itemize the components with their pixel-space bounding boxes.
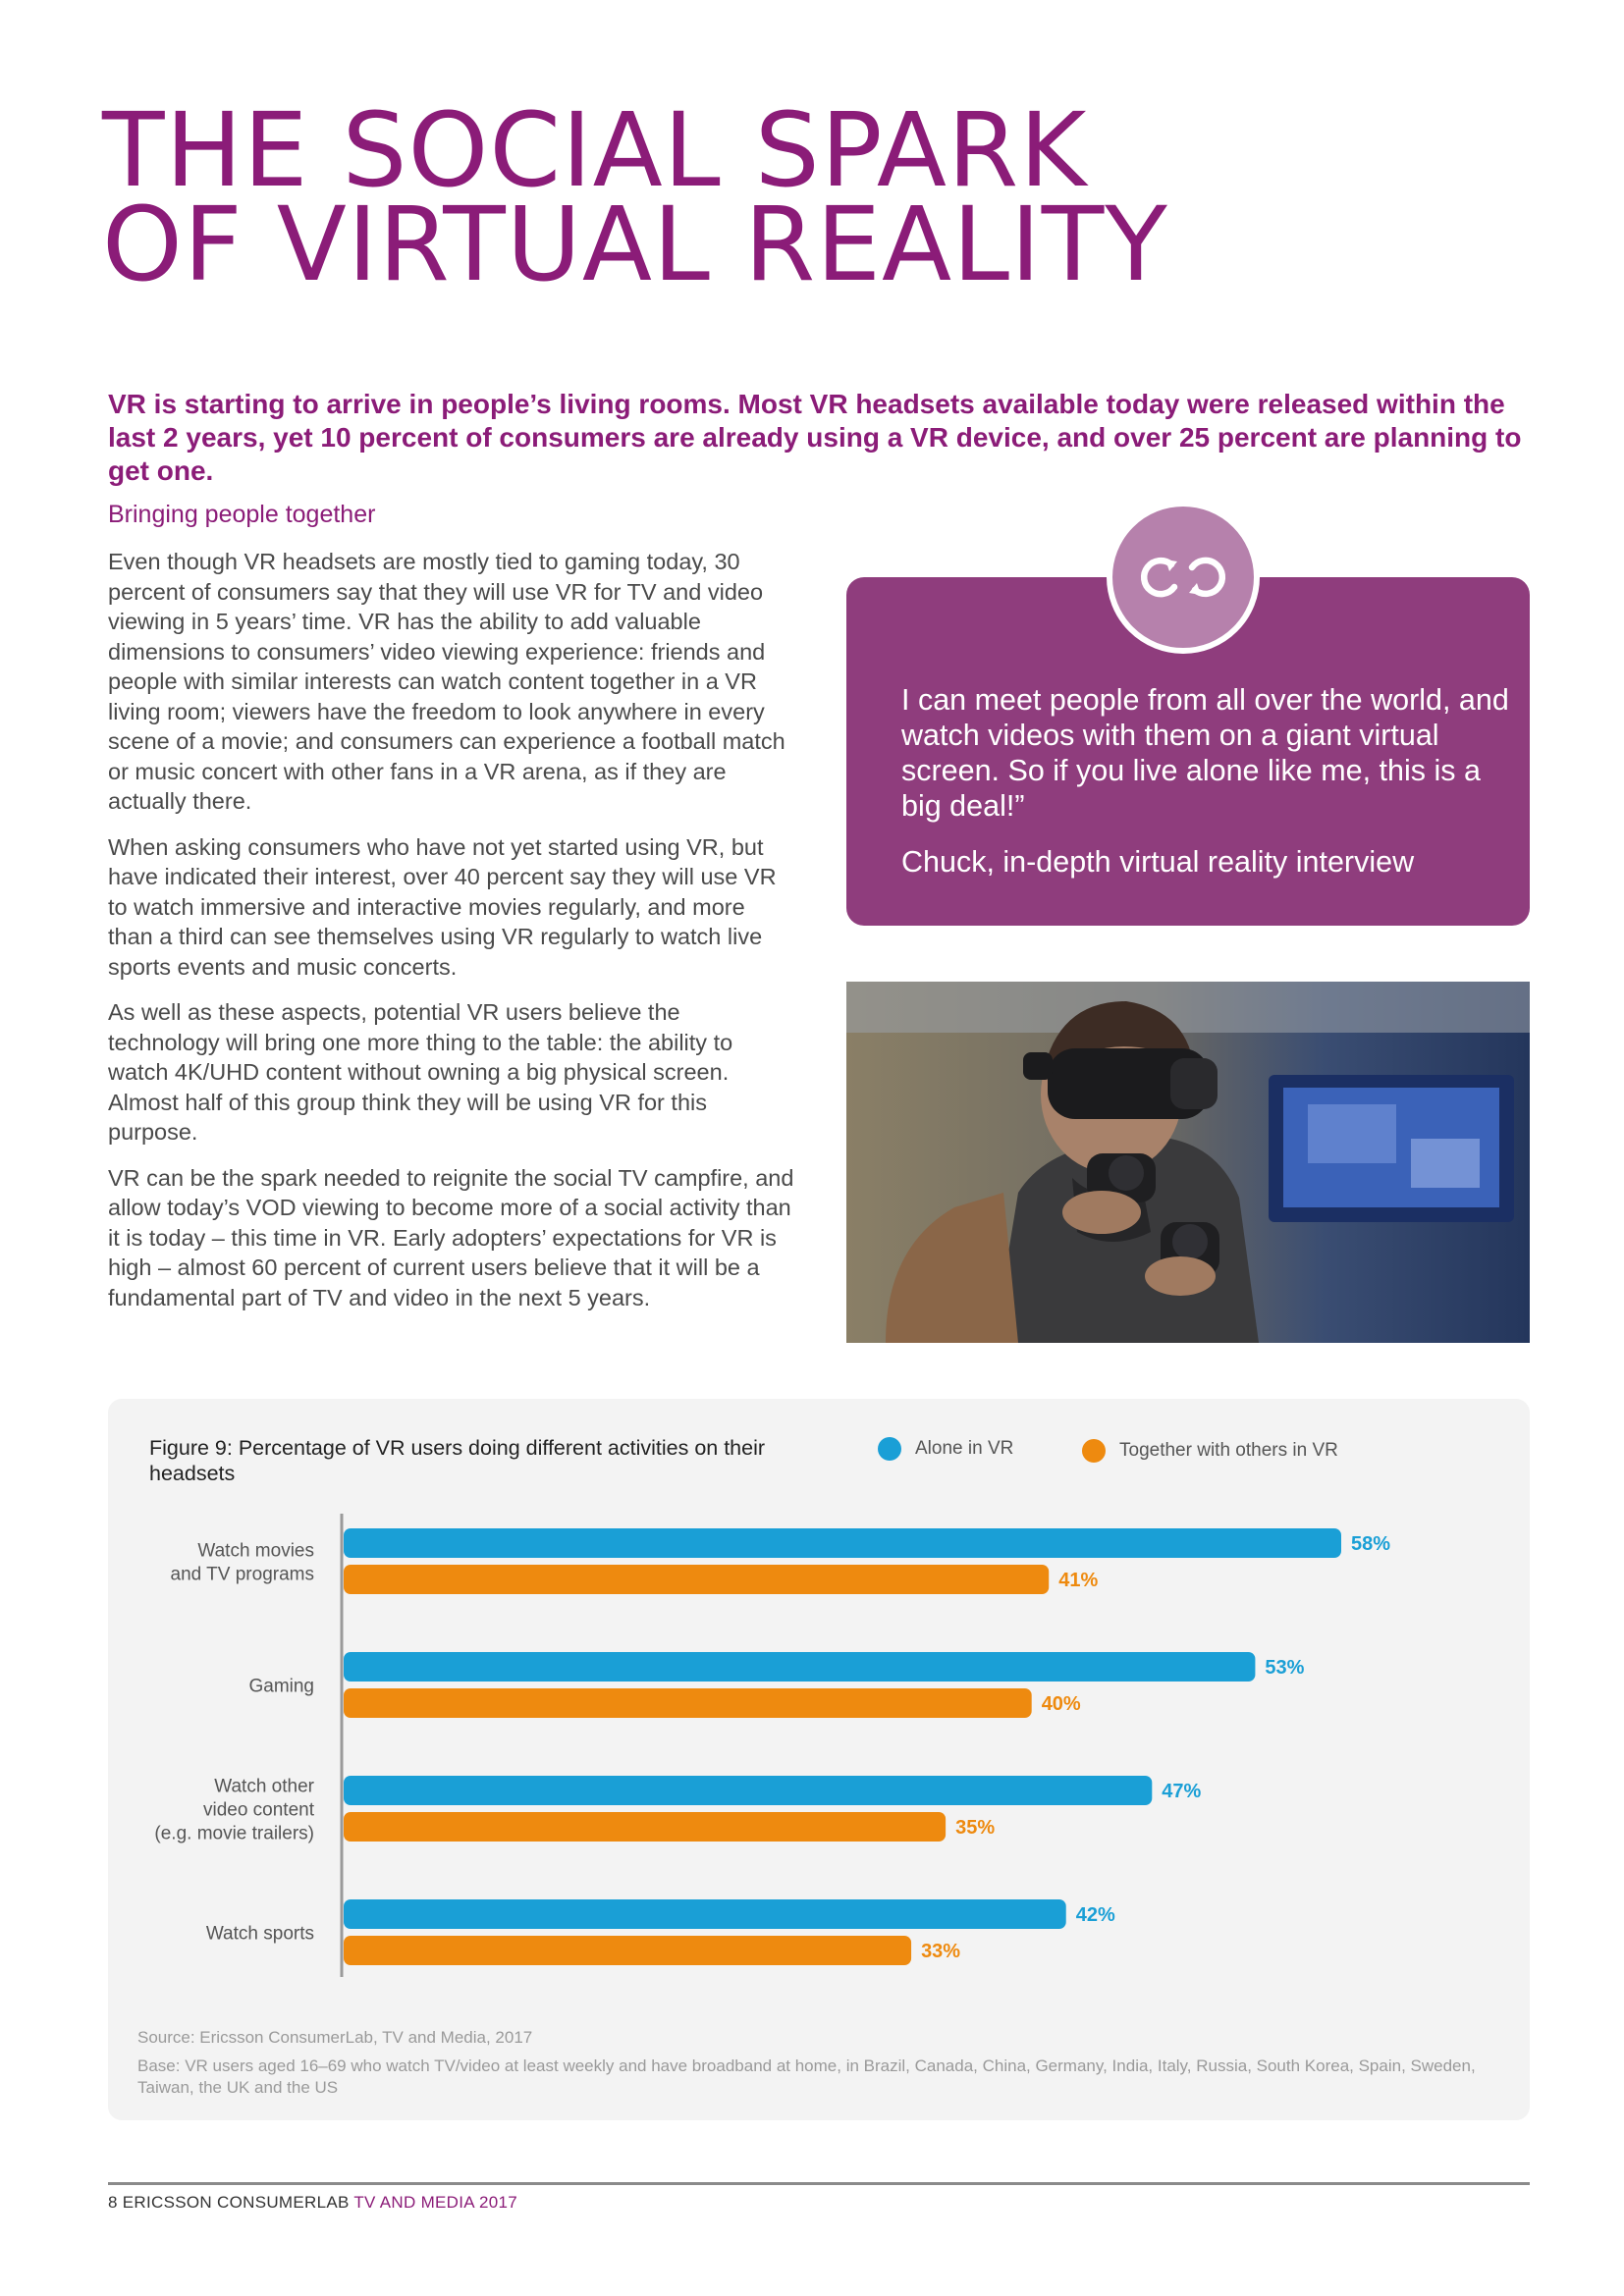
legend-label-together: Together with others in VR xyxy=(1119,1440,1338,1461)
body-paragraph-4: VR can be the spark needed to reignite the social TV campfire, and allow today’s VOD viewing to become more of a social activity than it is today – this time in VR. Early adopters’ expectations for VR is high – almost 60 percent of current users believe that it will be a fundamental part of TV and video in the next 5 years. xyxy=(108,1164,794,1310)
data-label: 42% xyxy=(1075,1904,1115,1926)
quote-author: Chuck, in-depth virtual reality interview xyxy=(901,845,1415,879)
chart-source: Source: Ericsson ConsumerLab, TV and Media, 2017 xyxy=(137,2028,533,2047)
footer-brand: ERICSSON CONSUMERLAB xyxy=(122,2193,350,2212)
section-heading: Bringing people together xyxy=(108,501,376,528)
data-label: 41% xyxy=(1058,1570,1099,1591)
legend-label-alone: Alone in VR xyxy=(915,1438,1014,1459)
bar-together xyxy=(344,1565,1049,1594)
bar-alone xyxy=(344,1899,1066,1929)
footer-rule xyxy=(108,2182,1530,2185)
category-label: Watch other video content (e.g. movie trailers) xyxy=(154,1776,314,1844)
title-line-1: THE SOCIAL SPARK xyxy=(102,90,1088,210)
page-footer xyxy=(108,2193,517,2213)
category-label: Gaming xyxy=(248,1676,314,1697)
bar-together xyxy=(344,1812,946,1842)
body-paragraph-3: As well as these aspects, potential VR users believe the technology will bring one more thing to the table: the ability to watch 4K/UHD content without owning a big physical screen. Almost half of this group think they will be using VR for this purpose. xyxy=(108,999,733,1145)
data-label: 33% xyxy=(921,1941,961,1962)
data-label: 58% xyxy=(1351,1533,1391,1555)
bar-alone xyxy=(344,1652,1255,1682)
page-number: 8 xyxy=(108,2193,118,2212)
category-label: Watch movies and TV programs xyxy=(170,1540,314,1585)
data-label: 35% xyxy=(955,1817,996,1839)
chart-title: Figure 9: Percentage of VR users doing different activities on their headsets xyxy=(149,1436,766,1485)
footer-publication: TV AND MEDIA 2017 xyxy=(353,2193,518,2212)
body-paragraph-2: When asking consumers who have not yet started using VR, but have indicated their interest, over 40 percent say they will use VR to watch immersive and interactive movies regularly, and more than a third can see themselves using VR regularly to watch live sports events and music concerts. xyxy=(108,833,777,980)
title-line-2: OF VIRTUAL REALITY xyxy=(102,185,1168,304)
bar-alone xyxy=(344,1776,1152,1805)
data-label: 47% xyxy=(1162,1781,1202,1802)
body-paragraph-1: Even though VR headsets are mostly tied to gaming today, 30 percent of consumers say that they will use VR for TV and video viewing in 5 years’ time. VR has the ability to add valuable dimensions to consumers’ video viewing experience: friends and people with similar interests can watch content together in a VR living room; viewers have the freedom to look anywhere in every scene of a movie; and consumers can experience a football match or music concert with other fans in a VR arena, as if they are actually there. xyxy=(108,549,785,814)
lead-paragraph: VR is starting to arrive in people’s living rooms. Most VR headsets available today were released within the last 2 years, yet 10 percent of consumers are already using a VR device, and over 25 percent are planning to get one. xyxy=(108,389,1522,486)
data-label: 53% xyxy=(1265,1657,1305,1679)
bar-together xyxy=(344,1936,911,1965)
data-label: 40% xyxy=(1041,1693,1081,1715)
bar-alone xyxy=(344,1528,1341,1558)
quote-text: I can meet people from all over the world, and watch videos with them on a giant virtual screen. So if you live alone like me, this is a big deal!” xyxy=(901,683,1509,823)
chart-base-note: Base: VR users aged 16–69 who watch TV/video at least weekly and have broadband at home, in Brazil, Canada, China, Germany, India, Italy, Russia, South Korea, Spain, Sweden, Taiwan, the UK and the US xyxy=(137,2056,1476,2097)
bar-together xyxy=(344,1688,1032,1718)
category-label: Watch sports xyxy=(205,1923,314,1945)
